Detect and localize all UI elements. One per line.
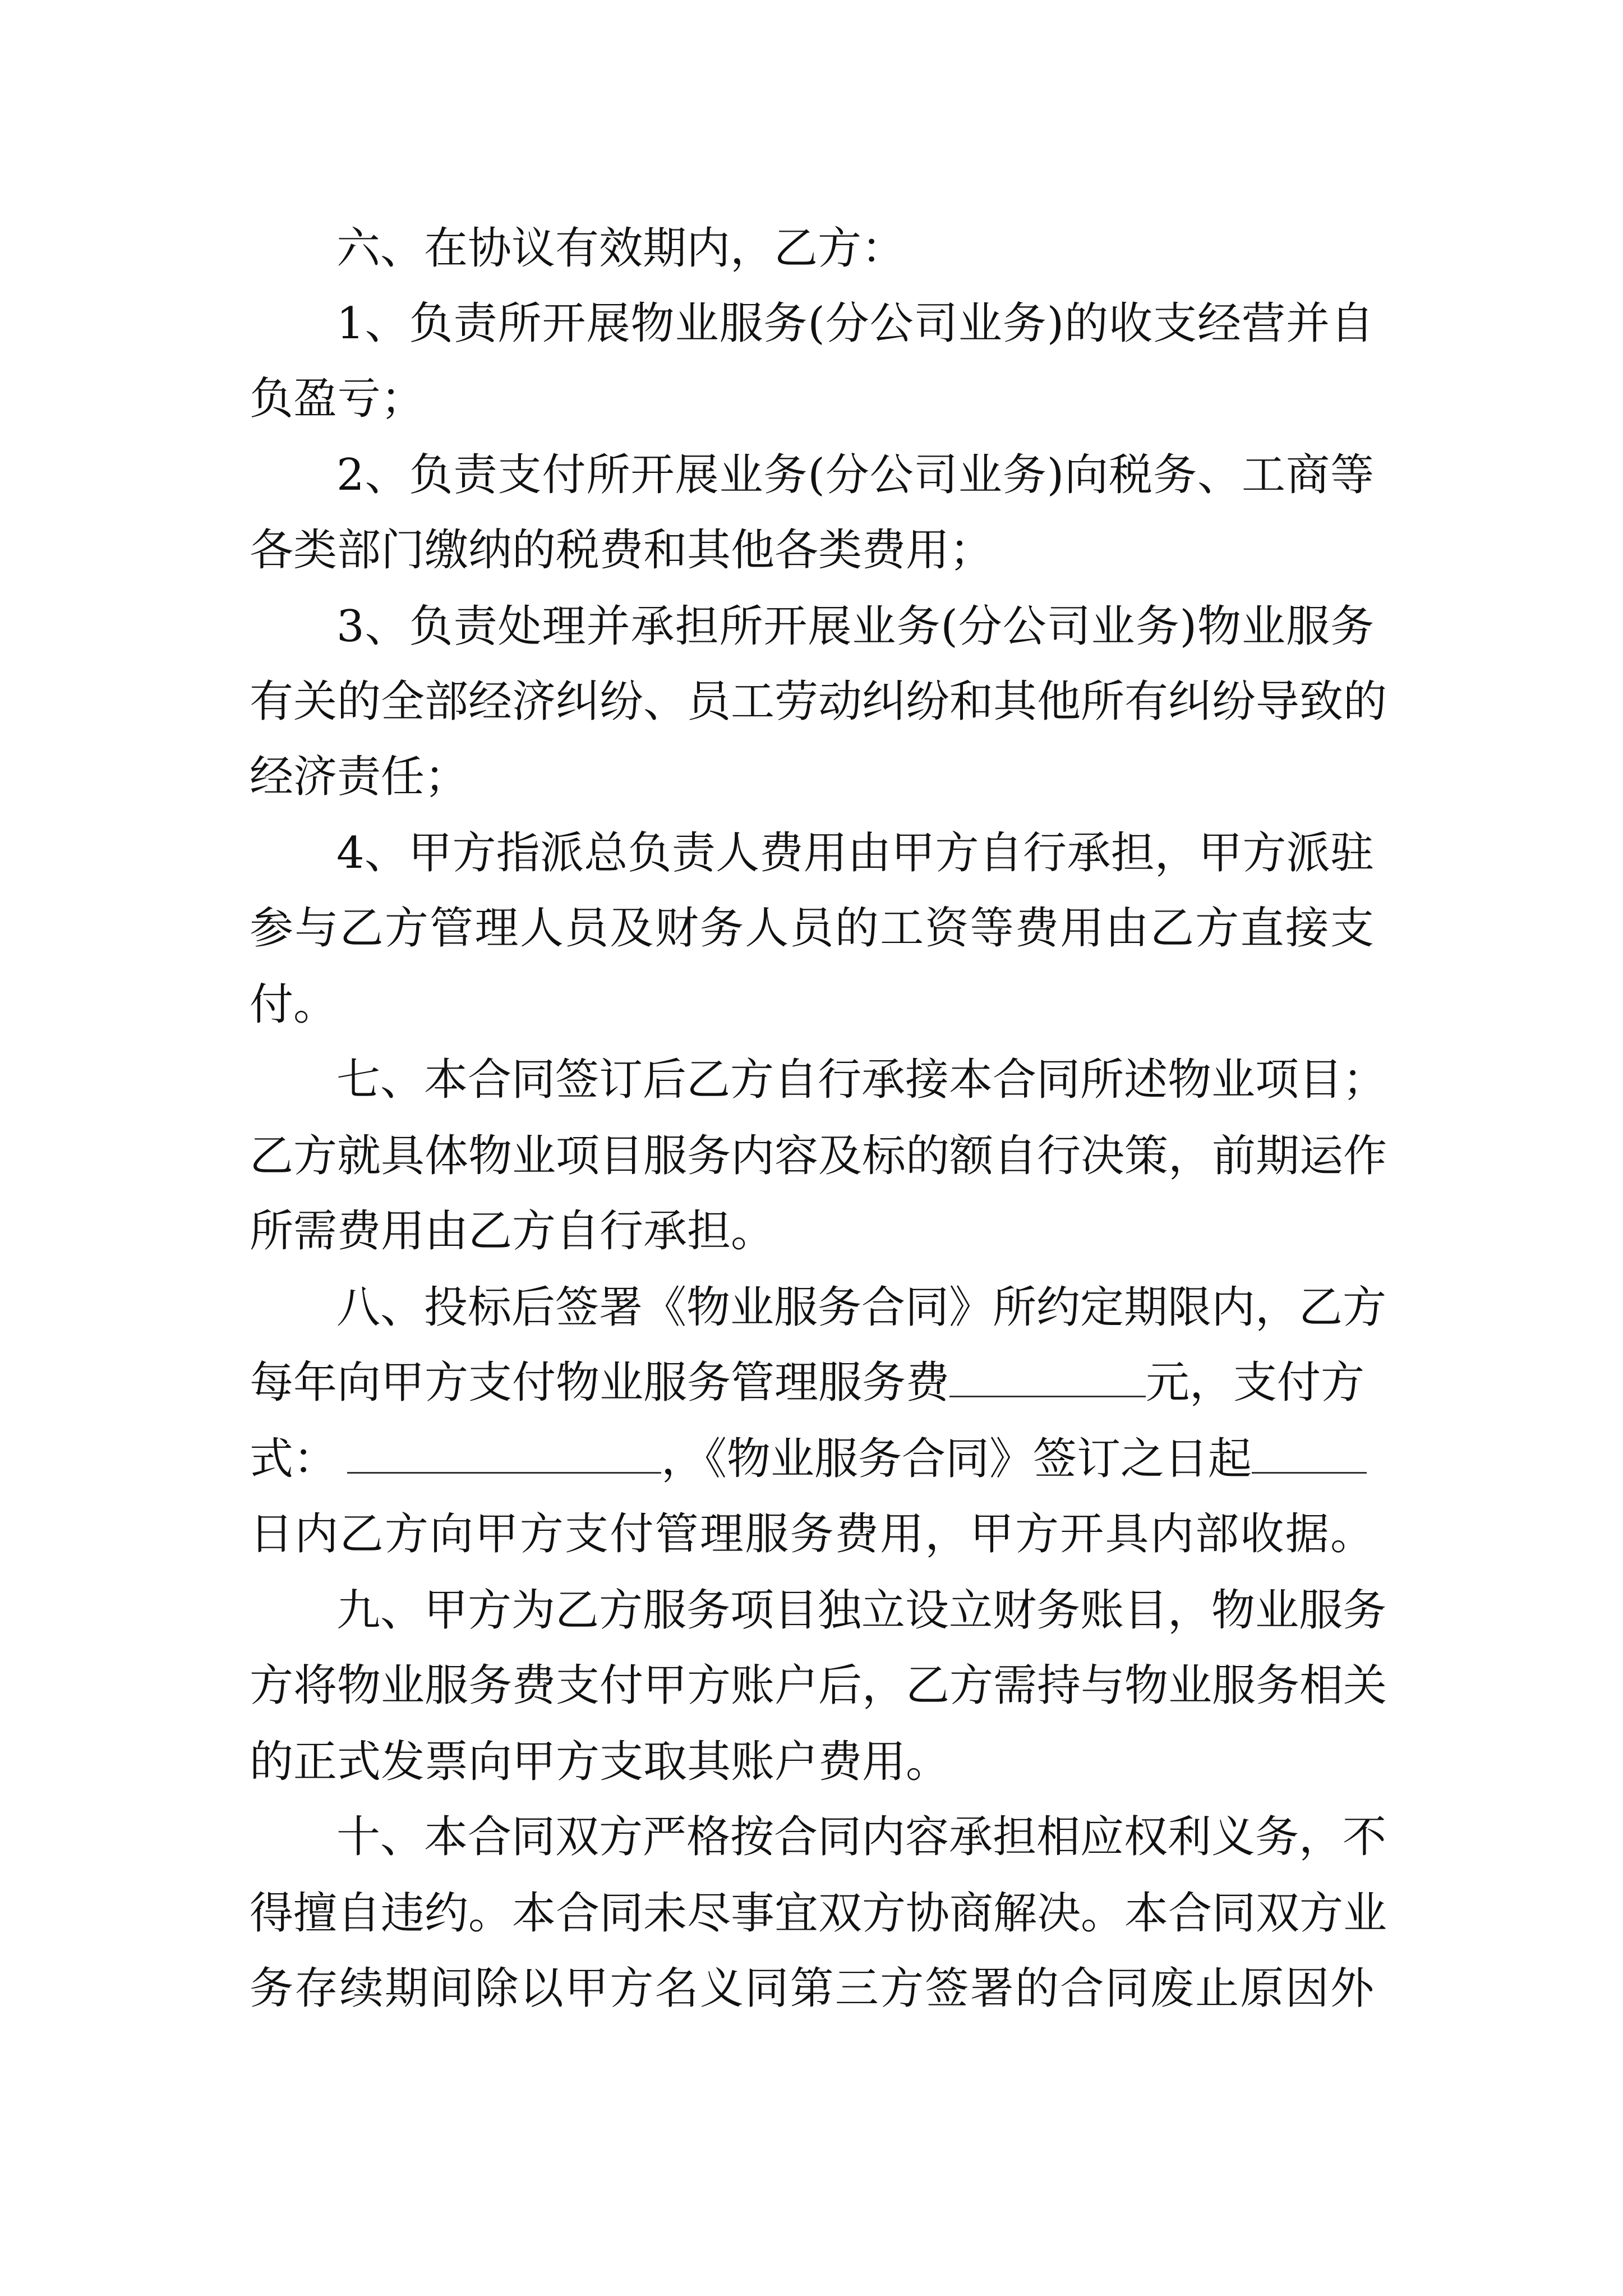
section-8-line-3 — [250, 1434, 1367, 1484]
payment-method-blank[interactable] — [347, 1437, 661, 1474]
section-8-line-3-text-a: 式： — [250, 1434, 338, 1484]
section-9-line-3: 的正式发票向甲方支取其账户费用。 — [250, 1737, 950, 1787]
section-6-item-4-line-3: 付。 — [250, 979, 338, 1030]
section-8-line-1: 八、投标后签署《物业服务合同》所约定期限内，乙方 — [336, 1282, 1387, 1333]
section-8-line-2 — [250, 1358, 1364, 1408]
section-8-line-2-text-a: 每年向甲方支付物业服务管理服务费 — [250, 1358, 950, 1408]
section-8-line-4: 日内乙方向甲方支付管理服务费用，甲方开具内部收据。 — [250, 1509, 1374, 1559]
section-6-item-1-line-1: 1、负责所开展物业服务(分公司业务)的收支经营并自 — [336, 298, 1374, 349]
section-9-line-1: 九、甲方为乙方服务项目独立设立财务账目，物业服务 — [336, 1585, 1387, 1636]
section-6-item-4-line-2: 参与乙方管理人员及财务人员的工资等费用由乙方直接支 — [250, 903, 1374, 954]
section-6-item-3-line-1: 3、负责处理并承担所开展业务(分公司业务)物业服务 — [336, 601, 1374, 652]
section-10-line-2: 得擅自违约。本合同未尽事宜双方协商解决。本合同双方业 — [250, 1888, 1387, 1939]
section-10-line-1: 十、本合同双方严格按合同内容承担相应权利义务，不 — [336, 1812, 1387, 1862]
section-6-title: 六、在协议有效期内，乙方： — [336, 223, 906, 274]
section-10-line-3: 务存续期间除以甲方名义同第三方签署的合同废止原因外 — [250, 1963, 1374, 2014]
fee-amount-blank[interactable] — [949, 1361, 1146, 1397]
section-6-item-1-line-2: 负盈亏； — [250, 374, 425, 424]
section-6-item-4-line-1: 4、甲方指派总负责人费用由甲方自行承担，甲方派驻 — [336, 828, 1374, 878]
section-6-item-3-line-2: 有关的全部经济纠纷、员工劳动纠纷和其他所有纠纷导致的 — [250, 677, 1387, 727]
section-6-item-3-line-3: 经济责任； — [250, 752, 469, 802]
section-8-line-3-text-b: ，《物业服务合同》签订之日起 — [661, 1434, 1252, 1484]
section-7-line-3: 所需费用由乙方自行承担。 — [250, 1206, 775, 1257]
section-9-line-2: 方将物业服务费支付甲方账户后，乙方需持与物业服务相关 — [250, 1660, 1387, 1711]
days-blank[interactable] — [1252, 1437, 1367, 1474]
section-6-item-2-line-2: 各类部门缴纳的税费和其他各类费用； — [250, 525, 994, 576]
section-7-line-1: 七、本合同签订后乙方自行承接本合同所述物业项目； — [336, 1055, 1387, 1105]
section-6-item-2-line-1: 2、负责支付所开展业务(分公司业务)向税务、工商等 — [336, 450, 1374, 500]
section-7-line-2: 乙方就具体物业项目服务内容及标的额自行决策，前期运作 — [250, 1131, 1387, 1181]
section-8-line-2-text-b: 元，支付方 — [1146, 1358, 1365, 1408]
